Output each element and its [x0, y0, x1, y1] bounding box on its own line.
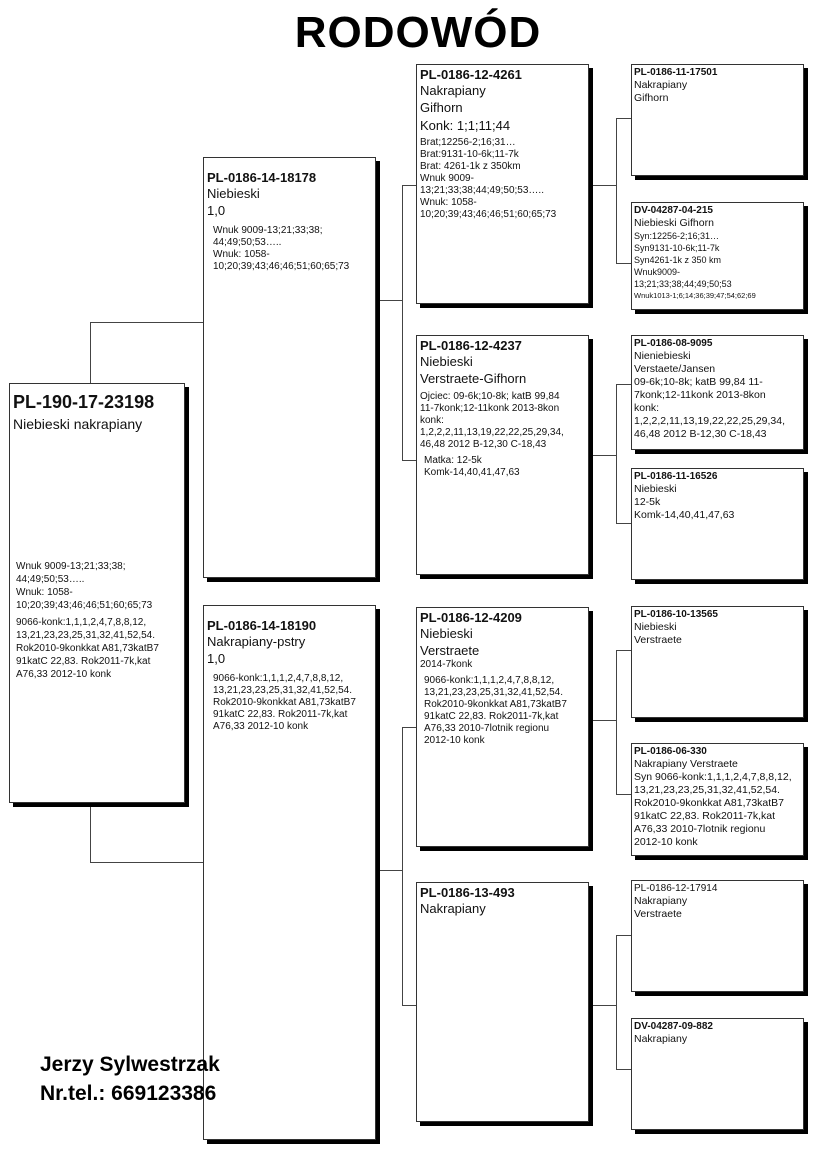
ffm-ring-id: DV-04287-04-215 [634, 205, 713, 216]
fmf-ring-id: PL-0186-08-9095 [634, 338, 713, 349]
mm-ring-id: PL-0186-13-493 [420, 885, 515, 900]
connector [616, 650, 617, 795]
mff-ring-id: PL-0186-10-13565 [634, 609, 718, 620]
mmm-body: Nakrapiany [634, 1033, 688, 1045]
fmm-ring-id: PL-0186-11-16526 [634, 471, 718, 482]
fm-line: Verstraete-Gifhorn [420, 371, 527, 386]
pigeon-ring-id: PL-190-17-23198 [13, 392, 155, 412]
connector [589, 185, 616, 186]
connector [90, 322, 91, 384]
connector [90, 322, 204, 323]
connector [376, 300, 402, 301]
father-card [203, 157, 376, 578]
mmf-body: Nakrapiany Verstraete [634, 895, 688, 920]
pigeon-notes: Wnuk 9009-13;21;33;38; 44;49;50;53….. Wnuk: 1058- 10;20;39;43;46;46;51;60;65;73 [16, 561, 153, 611]
paternal-grandmother-card [416, 335, 589, 575]
ff-konk: Konk: 1;1;11;44 [420, 118, 511, 133]
mmm-ring-id: DV-04287-09-882 [634, 1021, 713, 1032]
fmm-body: Niebieski 12-5k Komk-14,40,41,47,63 [634, 483, 735, 521]
connector [616, 384, 617, 524]
connector [90, 862, 204, 863]
mfm-ring-id: PL-0186-06-330 [634, 746, 707, 757]
connector [402, 727, 417, 728]
fff-card [631, 64, 804, 176]
mother-card [203, 605, 376, 1140]
fm-ring-id: PL-0186-12-4237 [420, 338, 522, 353]
mfm-body: Nakrapiany Verstraete Syn 9066-konk:1,1,1,2,4,7,8,8,12, 13,21,23,23,25,31,32,41,52,54. Rok2010-9konkkat A81,73katB7 91katC 22,83. Rok2011-7k,kat A76,33 2010-7lotnik regionu 2012-10 konk [634, 758, 792, 848]
father-color: Niebieski [207, 186, 260, 201]
mf-line: Verstraete [420, 643, 480, 658]
connector [589, 720, 616, 721]
ff-color: Nakrapiany [420, 83, 486, 98]
connector [616, 118, 632, 119]
father-notes: Wnuk 9009-13;21;33;38; 44;49;50;53….. Wnuk: 1058- 10;20;39;43;46;46;51;60;65;73 [213, 225, 350, 272]
ffm-body: Niebieski Gifhorn [634, 217, 714, 229]
connector [90, 803, 91, 863]
mf-ring-id: PL-0186-12-4209 [420, 610, 522, 625]
ff-notes: Brat;12256-2;16;31… Brat:9131-10-6k;11-7k Brat: 4261-1k z 350km Wnuk 9009- 13;21;33;38;44;49;50;53….. Wnuk: 1058- 10;20;39;43;46;46;51;60;65;73 [420, 137, 557, 220]
connector [616, 935, 632, 936]
connector [616, 650, 632, 651]
ff-ring-id: PL-0186-12-4261 [420, 67, 522, 82]
mother-color: Nakrapiany-pstry [207, 634, 306, 649]
mmf-ring-id: PL-0186-12-17914 [634, 883, 718, 894]
connector [402, 185, 417, 186]
connector [616, 1069, 632, 1070]
connector [616, 935, 617, 1070]
ffm-notes-extra: Wnuk1013-1;6;14;36;39;47;54;62;69 [634, 291, 756, 300]
breeder-phone: Nr.tel.: 669123386 [40, 1082, 217, 1105]
fmf-card [631, 335, 804, 450]
mother-ring-id: PL-0186-14-18190 [207, 618, 317, 633]
mf-color: Niebieski [420, 626, 473, 641]
fmm-card [631, 468, 804, 580]
connector [402, 727, 403, 1005]
mother-notes: 9066-konk:1,1,1,2,4,7,8,8,12, 13,21,23,23,25,31,32,41,52,54. Rok2010-9konkkat A81,73katB7 91katC 22,83. Rok2011-7k,kat A76,33 2012-10 konk [213, 673, 356, 732]
mf-konk: 2014-7konk [420, 659, 473, 670]
pigeon-results: 9066-konk:1,1,1,2,4,7,8,8,12, 13,21,23,23,25,31,32,41,52,54. Rok2010-9konkkat A81,73katB7 91katC 22,83. Rok2011-7k,kat A76,33 2012-10 konk [16, 617, 159, 680]
connector [589, 455, 616, 456]
connector [376, 870, 402, 871]
fm-notes: Ojciec: 09-6k;10-8k; katB 99,84 11-7konk;12-11konk 2013-8kon konk: 1,2,2,2,11,13,19,22,22,25,29,34, 46,48 2012 B-12,30 C-18,43 [420, 391, 564, 450]
mfm-card [631, 743, 804, 856]
pigeon-color: Niebieski nakrapiany [13, 416, 143, 432]
breeder-info [40, 1050, 220, 1108]
connector [616, 118, 617, 264]
father-ring-id: PL-0186-14-18178 [207, 170, 317, 185]
connector [402, 460, 417, 461]
father-code: 1,0 [207, 203, 226, 218]
connector [616, 794, 632, 795]
mf-notes: 9066-konk:1,1,1,2,4,7,8,8,12, 13,21,23,23,25,31,32,41,52,54. Rok2010-9konkkat A81,73katB7 91katC 22,83. Rok2011-7k,kat A76,33 2010-7lotnik regionu 2012-10 konk [424, 675, 567, 746]
fff-ring-id: PL-0186-11-17501 [634, 67, 718, 78]
fm-mother-notes: Matka: 12-5k Komk-14,40,41,47,63 [424, 455, 520, 478]
mff-body: Niebieski Verstraete [634, 621, 682, 646]
mff-card [631, 606, 804, 718]
fm-color: Niebieski [420, 354, 473, 369]
page-title: RODOWÓD [294, 8, 542, 57]
ff-line: Gifhorn [420, 100, 463, 115]
mmf-card [631, 880, 804, 992]
maternal-grandmother-card [416, 882, 589, 1122]
fmf-body: Nieniebieski Verstaete/Jansen 09-6k;10-8k; katB 99,84 11- 7konk;12-11konk 2013-8kon konk: 1,2,2,2,11,13,19,22,22,25,29,34, 46,48 2012 B-12,30 C-18,43 [634, 350, 786, 440]
ffm-card [631, 202, 804, 310]
fff-body: Nakrapiany Gifhorn [634, 79, 688, 104]
connector [589, 1005, 616, 1006]
maternal-grandfather-card [416, 607, 589, 847]
mm-color: Nakrapiany [420, 901, 486, 916]
connector [616, 384, 632, 385]
paternal-grandfather-card [416, 64, 589, 304]
connector [402, 185, 403, 460]
ffm-notes: Syn:12256-2;16;31… Syn9131-10-6k;11-7k Syn4261-1k z 350 km Wnuk9009- 13;21;33;38;44;49;50;53 [634, 231, 732, 289]
mmm-card [631, 1018, 804, 1130]
connector [402, 1005, 417, 1006]
mother-code: 1,0 [207, 651, 226, 666]
breeder-name: Jerzy Sylwestrzak [40, 1053, 220, 1076]
connector [616, 523, 632, 524]
connector [616, 263, 632, 264]
pigeon-card [9, 383, 185, 803]
